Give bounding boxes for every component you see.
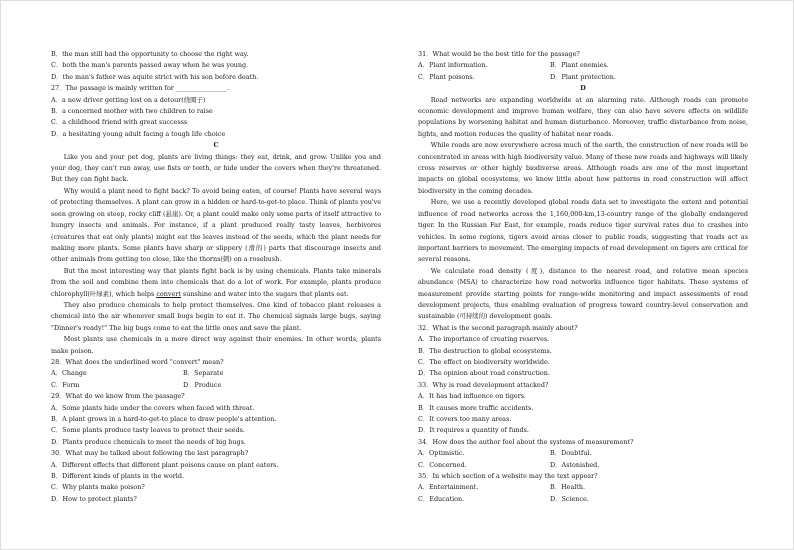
q34-option-a: A．Optimistic. xyxy=(418,449,465,458)
q28-options-row-2 xyxy=(51,380,381,391)
passage-d-para-1: Road networks are expanding worldwide at an alarming rate. Although roads can promote economic development and improve human welfare, they can also have severe effects on wildlife populations by worsening habitat and human disturbance. Moreover, traffic disturbance from noise, lights, and motion reduces the quality of habitat near roads. xyxy=(418,95,748,138)
q31-option-b: B．Plant enemies. xyxy=(550,61,609,70)
q32-stem: 32．What is the second paragraph mainly about? xyxy=(418,323,578,332)
q31-option-a: A．Plant information. xyxy=(418,61,488,70)
q33-option-d: D．It requires a quantity of funds. xyxy=(418,426,529,435)
q35-option-b: B．Health. xyxy=(550,483,586,492)
section-c-heading: C xyxy=(213,141,219,150)
q30-option-a: A．Different effects that different plant poisons cause on plant eaters. xyxy=(51,460,279,469)
underlined-word-convert: convert xyxy=(156,289,181,298)
q34-stem: 34．How does the author feel about the systems of measurement? xyxy=(418,437,634,446)
q27-option-c: C．a childhood friend with great successs xyxy=(51,118,188,127)
q35-options-row-1 xyxy=(418,482,748,493)
q28-option-d: D．Produce xyxy=(183,380,222,389)
q34-option-c: C．Concerned. xyxy=(418,460,467,469)
q34-option-d: D．Astonished. xyxy=(550,460,600,469)
q32-option-c: C．The effect on biodiversity worldwide. xyxy=(418,357,550,366)
q31-option-d: D．Plant protection. xyxy=(550,72,616,81)
q32-option-b: B．The destruction to global ecosystems. xyxy=(418,346,552,355)
q28-option-b: B．Separate xyxy=(183,369,224,378)
left-column xyxy=(51,49,381,505)
q33-option-b: B．It causes more traffic accidents. xyxy=(418,403,534,412)
q31-options-row-1 xyxy=(418,60,748,71)
q29-stem: 29．What do we know from the passage? xyxy=(51,392,185,401)
q27-option-d: D．a hesitating young adult facing a tough life choice xyxy=(51,129,226,138)
q35-stem: 35．In which section of a website may the text appear? xyxy=(418,472,598,481)
passage-c-para-5: Most plants use chemicals in a more direct way against their enemies. In other words, plants make poison. xyxy=(51,335,381,355)
q29-option-c: C．Some plants produce tasty leaves to protect their seeds. xyxy=(51,426,245,435)
q30-option-d: D．How to protect plants? xyxy=(51,494,137,503)
q32-option-d: D．The opinion about road construction. xyxy=(418,369,550,378)
q31-stem: 31．What would be the best title for the passage? xyxy=(418,50,580,58)
passage-c-para-3 xyxy=(51,266,381,300)
q28-options-row-1 xyxy=(51,368,381,379)
q33-option-a: A．It has bad influence on tigers. xyxy=(418,392,527,401)
q35-option-c: C．Education. xyxy=(418,494,465,503)
q26-option-b: B．the man still had the opportunity to choose the right way. xyxy=(51,50,249,58)
q30-option-b: B．Different kinds of plants in the world. xyxy=(51,472,184,481)
passage-c-para-2: Why would a plant need to fight back? To avoid being eaten, of course! Plants have several ways of protecting themselves. A plant can grow in a hidden or hard-to-get-to place. Think of plants you've seen growing on steep, rocky cliff (悬崖). Or, a plant could make only some parts of itself attractive to hungry insects and animals. For instance, if a plant produced really tasty leaves, herbivores (creatures that eat only plants) might eat the leaves instead of the seeds, which the plant needs for making more plants. Some plants have sharp or slippery (滑的) parts that discourage insects and other animals from getting too close, like the thorns(刺) on a rosebush. xyxy=(51,186,381,264)
q35-option-a: A．Entertainment. xyxy=(418,483,479,492)
q35-options-row-2 xyxy=(418,494,748,505)
passage-d-para-3: Here, we use a recently developed global roads data set to investigate the extent and potential influence of road networks across the 1,160,000-km,13-country range of the globally endangered tiger. In the Russian Far East, for example, roads reduce tiger survival rates due to crashes into vehicles. In some regions, tigers avoid areas closer to public roads, suggesting that roads act as important barriers to movement. The emerging impacts of road development on tigers are critical for several reasons. xyxy=(418,198,748,264)
q30-option-c: C．Why plants make poison? xyxy=(51,483,145,492)
q34-options-row-2 xyxy=(418,460,748,471)
q27-stem: 27．The passage is mainly written for ________________. xyxy=(51,84,230,93)
para3-text-after: sunshine and water into the sugars that plants eat. xyxy=(180,289,349,298)
q31-options-row-2 xyxy=(418,72,748,83)
q29-option-d: D．Plants produce chemicals to meet the needs of big bugs. xyxy=(51,437,246,446)
q32-option-a: A．The importance of creating reserves. xyxy=(418,335,550,344)
q33-stem: 33．Why is road development attacked? xyxy=(418,380,549,389)
passage-d-para-4: We calculate road density (度), distance to the nearest road, and relative mean species abundance (MSA) to characterize how road networks influence tiger habitats. These systems of measurement provide starting points for range-wide monitoring and impact assessments of road development projects, thus enabling evaluation of progress toward country-level conservation and sustainable (可持续的) development goals. xyxy=(418,266,748,321)
q29-option-b: B．A plant grows in a hard-to-get-to place to draw people's attention. xyxy=(51,415,277,423)
q26-option-c: C．both the man's parents passed away when he was young. xyxy=(51,61,249,70)
q28-option-c: C．Form xyxy=(51,380,80,389)
q34-option-b: B．Doubtful. xyxy=(550,449,592,458)
q26-option-d: D．the man's father was aquite strict with his son before death. xyxy=(51,72,259,81)
q34-options-row-1 xyxy=(418,448,748,459)
para3-text-before: But the most interesting way that plants fight back is by using chemicals. Plants take minerals from the soil and combine them into chemicals that do a lot of work. For example, plants produce chlorophyll(叶绿素), which helps xyxy=(51,266,381,298)
right-column xyxy=(418,49,748,505)
passage-c-para-1: Like you and your pet dog, plants are living things: they eat, drink, and grow. Unlike you and your dog, they can't run away, use fists or teeth, or hide under the covers when they're threatened. But they can fight back. xyxy=(51,152,381,184)
q29-option-a: A．Some plants hide under the covers when faced with threat. xyxy=(51,403,255,412)
passage-c-para-4: They also produce chemicals to help protect themselves. One kind of tobacco plant releases a chemical into the air whenever small bugs begin to eat it. The chemical signals large bugs, saying "Dinner's ready!" The big bugs come to eat the little ones and save the plant. xyxy=(51,300,381,332)
q31-option-c: C．Plant poisons. xyxy=(418,72,475,81)
q33-option-c: C．It covers too many areas. xyxy=(418,415,512,423)
q27-option-b: B．a concerned mother with two children to raise xyxy=(51,107,213,116)
q30-stem: 30．What may be talked about following the last paragraph? xyxy=(51,449,249,458)
q35-option-d: D．Science. xyxy=(550,494,589,503)
q27-option-a: A．a new driver getting lost on a detour(绕圈子) xyxy=(51,95,206,104)
q28-option-a: A．Change xyxy=(51,369,87,378)
passage-d-para-2: While roads are now everywhere across much of the earth, the construction of new roads will be concentrated in areas with high biodiversity value. Many of these new roads and highways will likely cross reserves or other highly biodiverse areas. Although roads are one of the most important impacts on global ecosystems, we know little about how patterns in road construction will affect biodiversity in the coming decades. xyxy=(418,141,748,195)
section-d-heading: D xyxy=(580,84,586,93)
q28-stem: 28．What does the underlined word "convert" mean? xyxy=(51,357,224,366)
